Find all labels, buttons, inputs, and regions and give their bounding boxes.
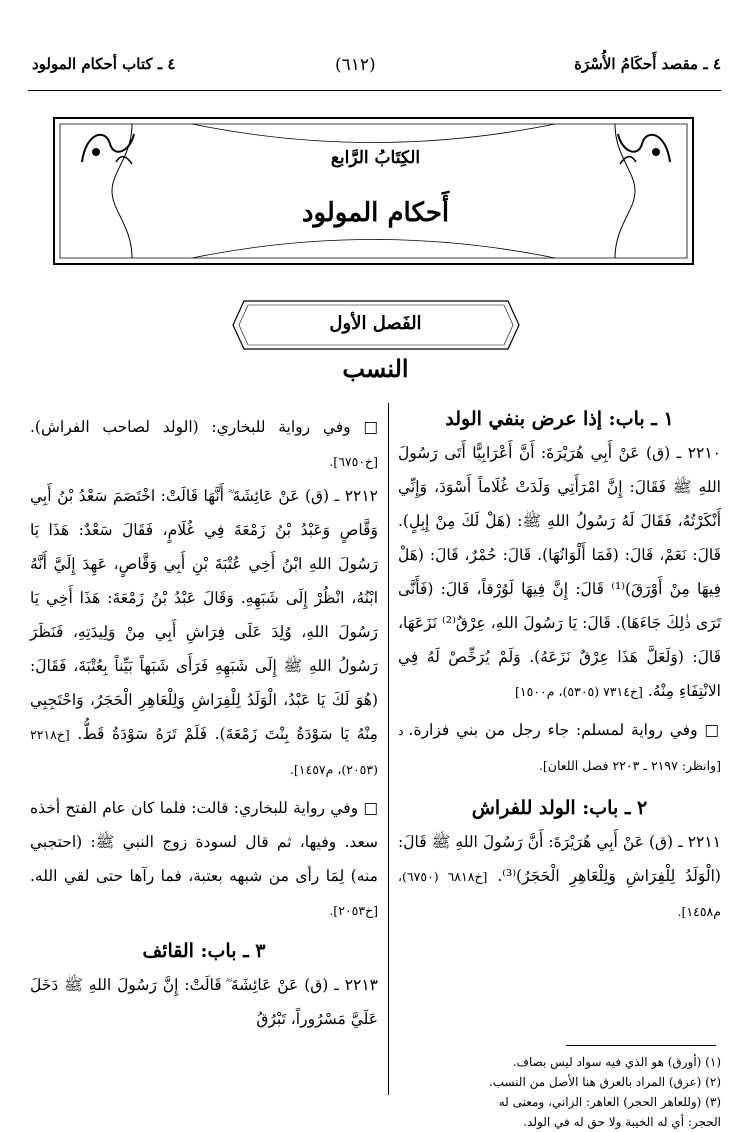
footnotes — [398, 1052, 721, 1132]
bukhari-note-2: □ وفي رواية للبخاري: قالت: فلما كان عام الفتح أخذه سعد. وفيها، ثم قال لسودة زوج النبي ﷺ: (احتجبي منه) لِمَا رأى من شبهه بعتبة، فما رآها حتى لقي الله. — [30, 799, 378, 885]
bukhari-note-2-reference: [خ٢٠٥٣]. — [329, 903, 378, 918]
hadith-2212: ٢٢١٢ ـ (ق) عَنْ عَائِشَةَ ؓ أَنَّهَا قَالَتْ: اخْتَصَمَ سَعْدُ بْنُ أَبِي وَقَّاصٍ وَعَبْدُ بْنُ زَمْعَةَ فِي غُلَامٍ، فَقَالَ سَعْدٌ: هَذَا يَا رَسُولَ اللهِ ابْنُ أَخِي عُتْبَةَ بْنِ أَبِي وَقَّاصٍ، عَهِدَ إِلَيَّ أَنَّهُ ابْنُهُ، انْظُرْ إِلَى شَبَهِهِ. وَقَالَ عَبْدُ بْنُ زَمْعَةَ: هَذَا أَخِي يَا رَسُولَ اللهِ، وُلِدَ عَلَى فِرَاشِ أَبِي مِنْ وَلِيدَتِهِ، فَنَظَرَ رَسُولُ اللهِ ﷺ إِلَى شَبَهِهِ فَرَأَى شَبَهاً بَيِّناً بِعُتْبَةَ، فَقَالَ: (هُوَ لَكَ يَا عَبْدُ، الْوَلَدُ لِلْفِرَاشِ وَلِلْعَاهِرِ الْحَجَرُ، وَاحْتَجِبِي مِنْهُ يَا سَوْدَةُ بِنْتَ زَمْعَةَ). فَلَمْ تَرَهُ سَوْدَةُ قَطُّ. — [30, 487, 378, 743]
book-title: أَحكام المولود — [301, 198, 450, 228]
footnote-rule — [566, 1045, 716, 1046]
chapter-title: النسب — [342, 354, 409, 383]
footnote-2: (٢) (عرق) المراد بالعرق هنا الأصل من النسب. — [488, 1075, 721, 1089]
running-header-left: ٤ ـ كتاب أحكام المولود — [32, 55, 176, 73]
bukhari-note-1: □ وفي رواية للبخاري: (الولد لصاحب الفراش). — [30, 418, 378, 436]
muslim-note-reference: د [وانظر: ٢١٩٧ ـ ٢٢٠٣ فصل اللعان]. — [398, 723, 721, 773]
footnote-3-continued: الحجر: أي له الخيبة ولا حق له في الولد. — [523, 1115, 721, 1129]
muslim-note: □ وفي رواية لمسلم: جاء رجل من بني فزارة. — [408, 721, 721, 739]
hadith-2213: ٢٢١٣ ـ (ق) عَنْ عَائِشَةَ ؓ قَالَتْ: إِنَّ رَسُولَ اللهِ ﷺ دَخَلَ عَلَيَّ مَسْرُوراً، تَبْرُقُ — [30, 976, 378, 1028]
header-rule — [28, 90, 721, 91]
hadith-2210-reference: [خ٧٣١٤ (٥٣٠٥)، م١٥٠٠] — [515, 684, 643, 699]
running-header-right: ٤ ـ مقصد أَحكَامُ الأُسْرَة — [574, 55, 721, 73]
left-column — [30, 410, 378, 1036]
bukhari-note-1-reference: [خ٦٧٥٠]. — [329, 454, 378, 469]
bab-3-heading: ٣ ـ باب: القائف — [142, 940, 266, 962]
book-title-frame — [52, 116, 695, 266]
hadith-2210: ٢٢١٠ ـ (ق) عَنْ أَبِي هُرَيْرَةَ: أَنَّ أَعْرَابِيًّا أَتَى رَسُولَ اللهِ ﷺ فَقَالَ: إِنَّ امْرَأَتِي وَلَدَتْ غُلَاماً أَسْوَدَ، وَإِنِّي أَنْكَرْتُهُ، فَقَالَ لَهُ رَسُولُ اللهِ ﷺ: (هَلْ لَكَ مِنْ إِبِلٍ). قَالَ: نَعَمْ، قَالَ: (فَمَا أَلْوَانُهَا). قَالَ: حُمْرٌ، قَالَ: (هَلْ فِيهَا مِنْ أَوْرَقَ)⁽¹⁾ قَالَ: إِنَّ فِيهَا لَوُرْقاً، قَالَ: (فَأَنَّى تَرَى ذٰلِكَ جَاءَهَا). قَالَ: يَا رَسُولَ اللهِ، عِرْقٌ⁽²⁾ نَزَعَهَا، قَالَ: (وَلَعَلَّ هَذَا عِرْقٌ نَزَعَهُ). وَلَمْ يُرَخِّصْ لَهُ فِي الانْتِفَاءِ مِنْهُ. — [398, 444, 722, 700]
hadith-2212-reference: [خ٢٢١٨ (٢٠٥٣)، م١٤٥٧]. — [30, 727, 378, 777]
hadith-2211: ٢٢١١ ـ (ق) عَنْ أَبِي هُرَيْرَةَ: أَنَّ رَسُولَ اللهِ ﷺ قَالَ: (الْوَلَدُ لِلْفِرَاشِ وَلِلْعَاهِرِ الْحَجَرُ)⁽³⁾. — [398, 833, 721, 885]
bab-1-heading: ١ ـ باب: إذا عرض بنفي الولد — [445, 408, 674, 430]
right-column — [398, 402, 721, 929]
chapter-label: الفَصل الأول — [329, 313, 422, 334]
page-number: (٦١٢) — [335, 55, 376, 75]
footnote-3: (٣) (وللعاهر الحجر) العاهر: الزاني، ومعنى له — [498, 1095, 721, 1109]
column-divider — [388, 403, 389, 1095]
book-label: الكِتَابُ الرَّابع — [330, 148, 421, 168]
footnote-1: (١) (أورق) هو الذي فيه سواد ليس بصاف. — [512, 1055, 721, 1069]
hadith-2211-reference: [خ٦٨١٨ (٦٧٥٠)، م١٤٥٨]. — [398, 869, 721, 919]
bab-2-heading: ٢ ـ باب: الولد للفراش — [471, 797, 648, 819]
